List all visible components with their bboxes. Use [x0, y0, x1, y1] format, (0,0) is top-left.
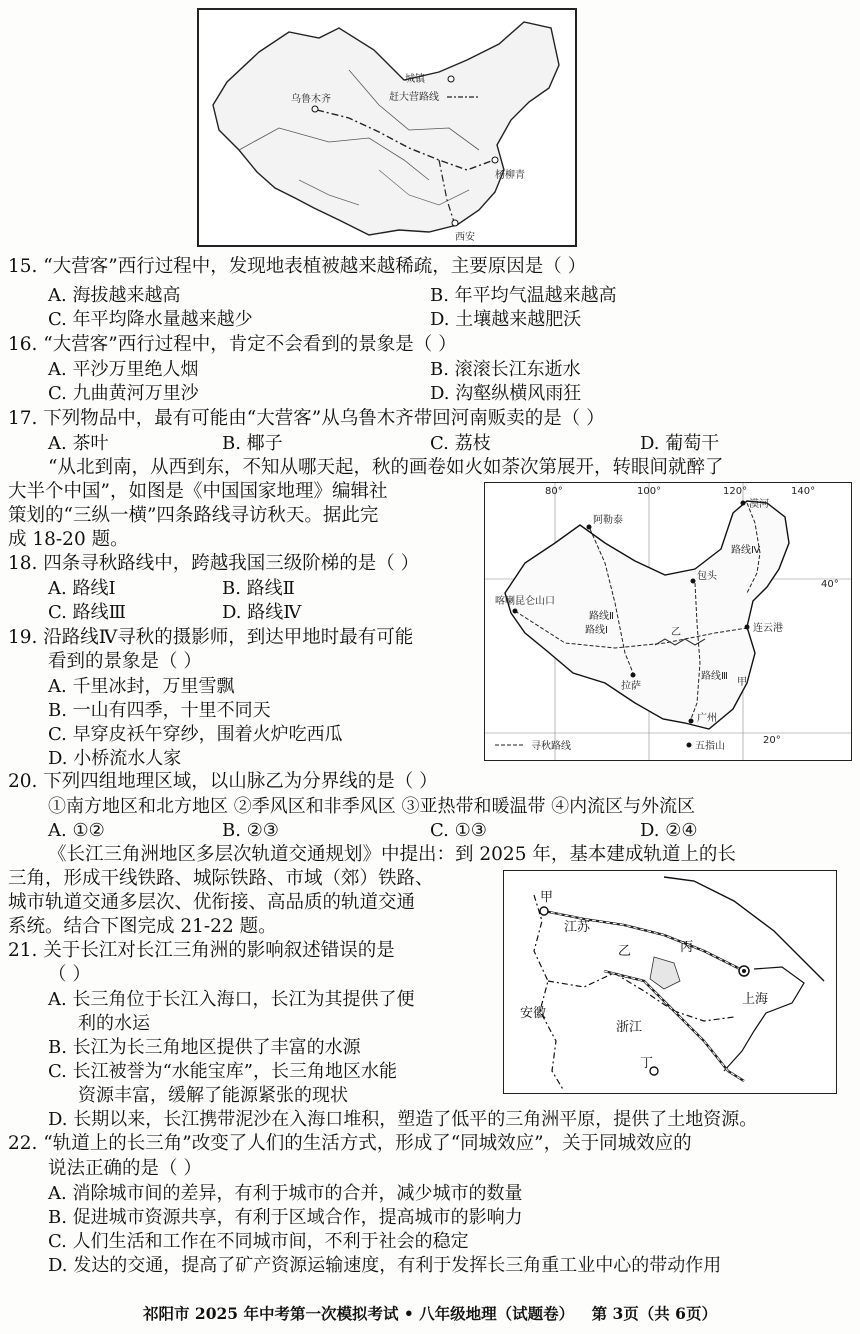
q22-option-c[interactable]: C. 人们生活和工作在不同城市间，不利于社会的稳定 — [48, 1231, 469, 1252]
q18-option-d[interactable]: D. 路线Ⅳ — [222, 602, 302, 623]
lon-100: 100° — [637, 486, 662, 497]
map3-label-ding: 丁 — [640, 1056, 654, 1071]
label-yangliuqing: 杨柳青 — [495, 170, 525, 181]
intro3-line3: 城市轨道交通多层次、优衔接、高品质的轨道交通 — [8, 892, 416, 913]
q22-option-b[interactable]: B. 促进城市资源共享，有利于区域合作，提高城市的影响力 — [48, 1207, 523, 1228]
q16-option-b[interactable]: B. 滚滚长江东逝水 — [430, 359, 581, 380]
q15-option-b[interactable]: B. 年平均气温越来越高 — [430, 285, 617, 306]
q17-option-b[interactable]: B. 椰子 — [222, 433, 283, 454]
lon-120: 120° — [723, 486, 748, 497]
q21-option-a-line2: 利的水运 — [78, 1013, 150, 1034]
q18-stem: 18. 四条寻秋路线中，跨越我国三级阶梯的是（ ） — [8, 553, 420, 574]
china-outline — [213, 22, 559, 235]
label-kunlun: 喀喇昆仑山口 — [495, 596, 555, 607]
q19-option-b[interactable]: B. 一山有四季，十里不同天 — [48, 700, 271, 721]
q20-items: ①南方地区和北方地区 ②季风区和非季风区 ③亚热带和暖温带 ④内流区与外流区 — [48, 796, 696, 817]
intro2-line1: “从北到南，从西到东，不知从哪天起，秋的画卷如火如荼次第展开，转眼间就醉了 — [48, 457, 724, 478]
q21-option-b[interactable]: B. 长江为长三角地区提供了丰富的水源 — [48, 1037, 361, 1058]
map3-label-anhui: 安徽 — [520, 1006, 547, 1021]
route-map-ganda-ying — [197, 8, 577, 247]
china-outline-2 — [505, 501, 789, 729]
q20-option-d[interactable]: D. ②④ — [640, 820, 698, 841]
lat-20: 20° — [763, 735, 781, 746]
q22-stem-line1: 22. “轨道上的长三角”改变了人们的生活方式，形成了“同城效应”，关于同城效应的 — [8, 1133, 692, 1154]
yangtze-delta-map — [503, 870, 837, 1094]
intro2-line4: 成 18-20 题。 — [8, 529, 129, 550]
intro2-line3: 策划的“三纵一横”四条路线寻访秋天。据此完 — [8, 505, 379, 526]
autumn-routes-map — [484, 482, 852, 761]
q15-option-c[interactable]: C. 年平均降水量越来越少 — [48, 309, 253, 330]
label-guangzhou: 广州 — [697, 713, 717, 724]
q18-option-b[interactable]: B. 路线Ⅱ — [222, 578, 295, 599]
q18-option-c[interactable]: C. 路线Ⅲ — [48, 602, 126, 623]
q17-stem: 17. 下列物品中，最有可能由“大营客”从乌鲁木齐带回河南贩卖的是（ ） — [8, 408, 605, 429]
q19-option-d[interactable]: D. 小桥流水人家 — [48, 748, 182, 769]
label-wuzhishan: 五指山 — [695, 741, 725, 752]
footer-exam-title: 祁阳市 2025 年中考第一次模拟考试 • 八年级地理（试题卷） — [143, 1304, 575, 1323]
city-marker-yangliuqing — [492, 157, 498, 163]
q21-option-c-line2: 资源丰富，缓解了能源紧张的现状 — [78, 1085, 348, 1106]
q20-option-b[interactable]: B. ②③ — [222, 820, 279, 841]
q19-option-a[interactable]: A. 千里冰封，万里雪飘 — [48, 676, 235, 697]
q15-stem: 15. “大营客”西行过程中，发现地表植被越来越稀疏，主要原因是（ ） — [8, 256, 587, 277]
q19-option-c[interactable]: C. 早穿皮袄午穿纱，围着火炉吃西瓜 — [48, 724, 343, 745]
label-xian: 西安 — [455, 232, 475, 243]
intro2-line2: 大半个中国”，如图是《中国国家地理》编辑社 — [8, 481, 388, 502]
label-altay: 阿勒泰 — [593, 515, 623, 526]
lon-80: 80° — [545, 486, 563, 497]
q15-option-d[interactable]: D. 土壤越来越肥沃 — [430, 309, 582, 330]
q21-option-a-line1[interactable]: A. 长三角位于长江入海口，长江为其提供了便 — [48, 989, 415, 1010]
map3-label-jia: 甲 — [540, 890, 554, 905]
intro3-line1: 《长江三角洲地区多层次轨道交通规划》中提出：到 2025 年，基本建成轨道上的长 — [48, 844, 736, 865]
map3-label-shanghai: 上海 — [742, 992, 769, 1007]
q21-stem-line1: 21. 关于长江对长江三角洲的影响叙述错误的是 — [8, 940, 395, 961]
lon-140: 140° — [791, 486, 816, 497]
label-lhasa: 拉萨 — [621, 681, 641, 692]
q22-stem-line2: 说法正确的是（ ） — [48, 1158, 202, 1179]
city-marker-urumqi — [312, 106, 318, 112]
q20-stem: 20. 下列四组地理区域，以山脉乙为分界线的是（ ） — [8, 771, 438, 792]
q16-option-c[interactable]: C. 九曲黄河万里沙 — [48, 383, 199, 404]
map3-label-bing: 丙 — [680, 940, 694, 955]
label-urumqi: 乌鲁木齐 — [291, 94, 331, 105]
q15-option-a[interactable]: A. 海拔越来越高 — [48, 285, 181, 306]
lat-40: 40° — [821, 579, 839, 590]
q16-stem: 16. “大营客”西行过程中，肯定不会看到的景象是（ ） — [8, 334, 457, 355]
page-footer — [0, 1302, 860, 1324]
q19-stem-line1: 19. 沿路线Ⅳ寻秋的摄影师，到达甲地时最有可能 — [8, 627, 414, 648]
legend-city-label: 城镇 — [405, 74, 425, 85]
q17-option-a[interactable]: A. 茶叶 — [48, 433, 109, 454]
intro3-line2: 三角，形成干线铁路、城际铁路、市域（郊）铁路、 — [8, 868, 434, 889]
label-lianyungang: 连云港 — [753, 623, 783, 634]
q20-option-a[interactable]: A. ①② — [48, 820, 105, 841]
label-mohe: 漠河 — [749, 499, 769, 510]
label-route4: 路线Ⅳ — [731, 545, 761, 556]
label-jia: 甲 — [737, 677, 747, 688]
q19-stem-line2: 看到的景象是（ ） — [48, 651, 202, 672]
map3-label-zhejiang: 浙江 — [616, 1020, 643, 1035]
q21-option-c-line1[interactable]: C. 长江被誉为“水能宝库”，长三角地区水能 — [48, 1061, 397, 1082]
label-route1: 路线Ⅰ — [585, 625, 608, 636]
map3-label-yi: 乙 — [618, 944, 632, 959]
legend-route-label-2: 寻秋路线 — [531, 741, 571, 752]
q17-option-c[interactable]: C. 荔枝 — [430, 433, 491, 454]
q22-option-d[interactable]: D. 发达的交通，提高了矿产资源运输速度，有利于发挥长三角重工业中心的带动作用 — [48, 1255, 722, 1276]
label-yi: 乙 — [671, 627, 681, 638]
footer-page-number: 第 3页（共 6页） — [591, 1304, 717, 1323]
map3-label-jiangsu: 江苏 — [564, 920, 591, 935]
label-baotou: 包头 — [697, 571, 717, 582]
city-marker-xian — [452, 220, 458, 226]
q21-stem-line2: （ ） — [48, 964, 91, 985]
q21-option-d[interactable]: D. 长期以来，长江携带泥沙在入海口堆积，塑造了低平的三角洲平原，提供了土地资源。 — [48, 1109, 758, 1130]
intro3-line4: 系统。结合下图完成 21-22 题。 — [8, 916, 277, 937]
q20-option-c[interactable]: C. ①③ — [430, 820, 487, 841]
q18-option-a[interactable]: A. 路线Ⅰ — [48, 578, 116, 599]
label-route2: 路线Ⅱ — [589, 611, 614, 622]
legend-route-label: 赶大营路线 — [389, 92, 439, 103]
q16-option-d[interactable]: D. 沟壑纵横风雨狂 — [430, 383, 582, 404]
q17-option-d[interactable]: D. 葡萄干 — [640, 433, 720, 454]
q16-option-a[interactable]: A. 平沙万里绝人烟 — [48, 359, 199, 380]
q22-option-a[interactable]: A. 消除城市间的差异，有利于城市的合并，减少城市的数量 — [48, 1183, 523, 1204]
label-route3: 路线Ⅲ — [701, 671, 728, 682]
